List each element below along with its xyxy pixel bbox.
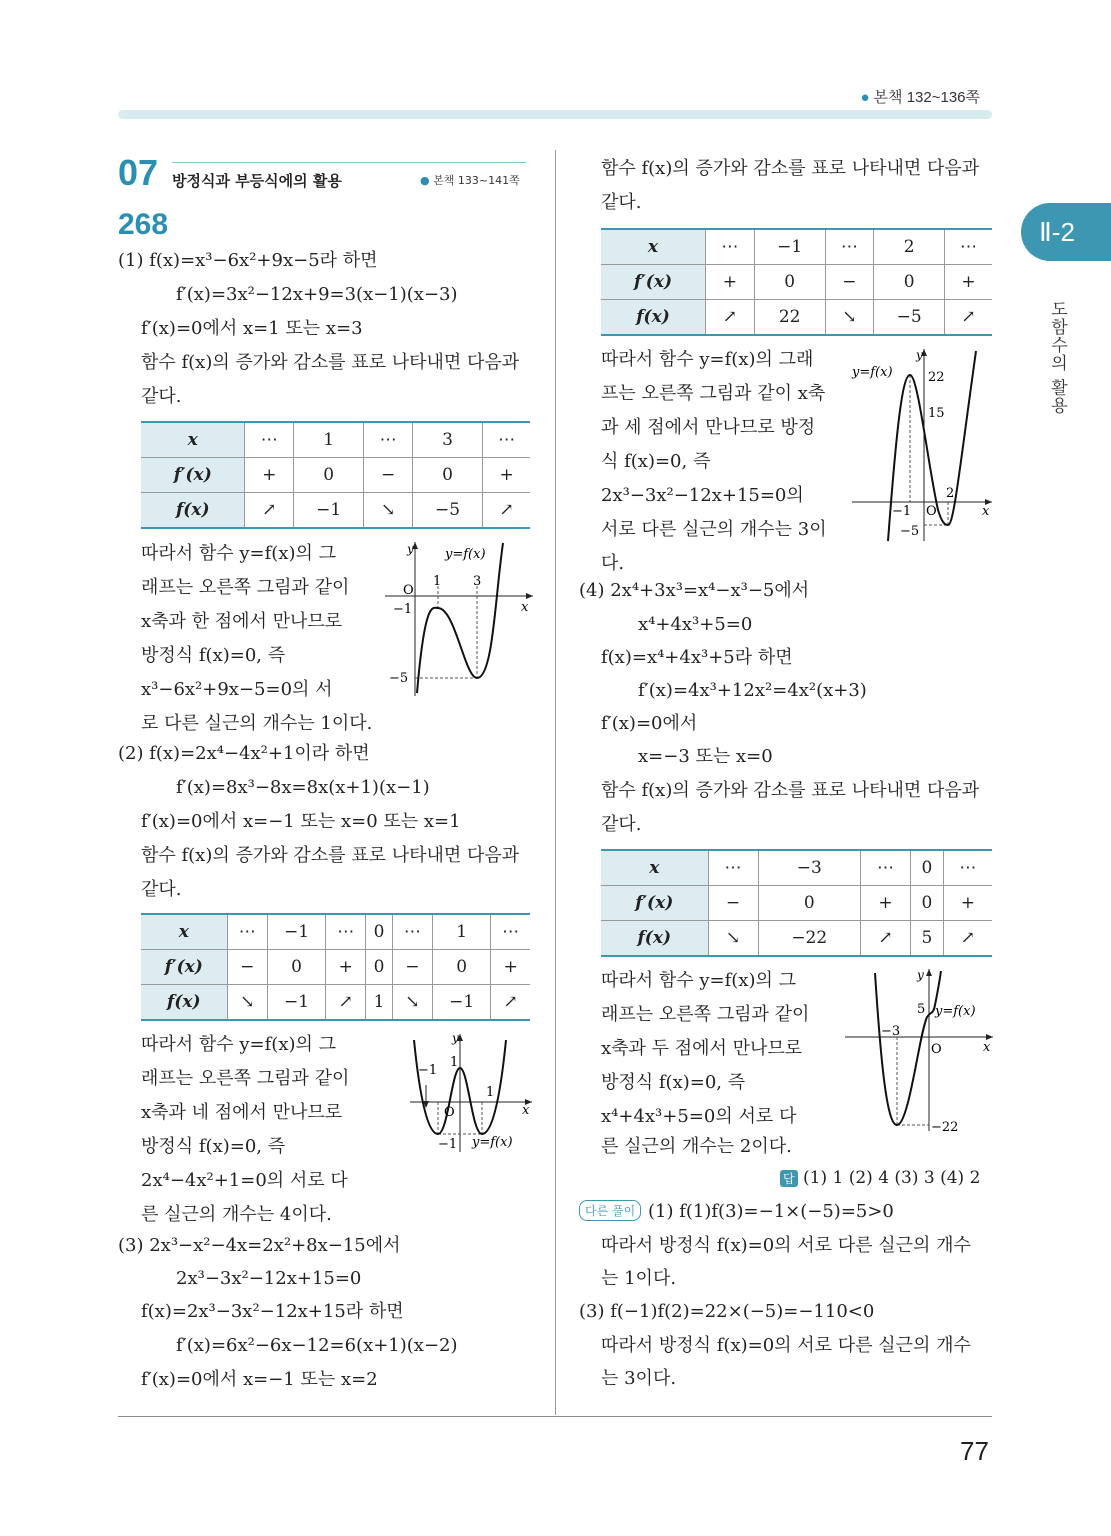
table-cell: 0: [874, 265, 945, 300]
text-line: 방정식 f(x)=0, 즉: [141, 1136, 286, 1157]
table-cell: f(x): [601, 921, 708, 957]
table-cell: ⋯: [491, 914, 530, 950]
table-cell: 0: [911, 850, 944, 886]
page-number: 77: [960, 1436, 989, 1466]
table-cell: 5: [911, 921, 944, 957]
tick-label: −3: [881, 1024, 901, 1039]
text-line: f′(x)=3x²−12x+9=3(x−1)(x−3): [176, 284, 458, 305]
table-cell: ⋯: [326, 914, 366, 950]
chapter-tab-title: 도함수의 활용: [1047, 300, 1067, 415]
text-line: 같다.: [141, 386, 182, 407]
table-cell: +: [861, 886, 911, 921]
text-line: 따라서 함수 y=f(x)의 그: [601, 970, 796, 991]
text-line: f′(x)=8x³−8x=8x(x+1)(x−1): [176, 777, 430, 798]
table-cell: 0: [366, 914, 392, 950]
tick-label: −22: [931, 1120, 959, 1135]
text-line: x축과 두 점에서 만나므로: [601, 1038, 803, 1059]
text-line: (3) f(−1)f(2)=22×(−5)=−110<0: [579, 1301, 875, 1322]
origin-label: O: [444, 1105, 455, 1120]
table-cell: x: [141, 422, 245, 458]
origin-label: O: [931, 1042, 942, 1057]
text-line: (3) 2x³−x²−4x=2x²+8x−15에서: [118, 1235, 401, 1256]
table-cell: −: [364, 458, 413, 493]
problem-number: 268: [118, 208, 169, 241]
table-cell: f(x): [141, 985, 227, 1021]
table-cell: −5: [874, 300, 945, 336]
function-label: y=f(x): [935, 1004, 976, 1019]
tick-label: 1: [486, 1085, 495, 1100]
text-line: f′(x)=0에서 x=1 또는 x=3: [141, 318, 363, 339]
x-axis-label: x: [521, 600, 529, 615]
table-cell: 1: [294, 422, 364, 458]
alt-solution-badge: 다른 풀이: [579, 1200, 641, 1221]
bullet-icon: ●: [420, 174, 434, 187]
text-line: (2) f(x)=2x⁴−4x²+1이라 하면: [118, 743, 370, 764]
table-cell: ↗: [326, 985, 366, 1021]
table-cell: ⋯: [825, 229, 874, 265]
text-line: 따라서 함수 y=f(x)의 그: [141, 1034, 336, 1055]
tick-label: 5: [917, 1002, 926, 1017]
function-label: y=f(x): [472, 1135, 513, 1150]
variation-table-2: [141, 913, 530, 1021]
table-cell: x: [601, 850, 708, 886]
graph-2: [408, 1030, 534, 1155]
table-cell: 0: [433, 950, 491, 985]
table-cell: −: [708, 886, 758, 921]
table-cell: −: [227, 950, 267, 985]
table-cell: x: [141, 914, 227, 950]
text-line: 따라서 방정식 f(x)=0의 서로 다른 실근의 개수: [601, 1235, 971, 1256]
table-cell: −22: [758, 921, 860, 957]
table-cell: −1: [294, 493, 364, 529]
table-cell: ⋯: [861, 850, 911, 886]
x-axis-label: x: [983, 1040, 991, 1055]
answer-badge: 답: [780, 1170, 798, 1187]
table-cell: ↗: [706, 300, 755, 336]
text-line: 따라서 함수 y=f(x)의 그: [141, 543, 336, 564]
text-line: 따라서 방정식 f(x)=0의 서로 다른 실근의 개수: [601, 1335, 971, 1356]
table-cell: x: [601, 229, 706, 265]
table-cell: ↗: [245, 493, 294, 529]
variation-table-1: [141, 421, 530, 529]
table-cell: ⋯: [364, 422, 413, 458]
text-line: x축과 네 점에서 만나므로: [141, 1102, 343, 1123]
origin-label: O: [403, 583, 414, 598]
y-axis-label: y: [916, 348, 923, 362]
y-axis-label: y: [917, 968, 924, 982]
table-cell: ⋯: [945, 229, 993, 265]
tick-label: −1: [418, 1063, 438, 1078]
table-cell: +: [943, 886, 992, 921]
text-line: 2x⁴−4x²+1=0의 서로 다: [141, 1170, 348, 1191]
table-cell: 0: [754, 265, 825, 300]
table-cell: +: [945, 265, 993, 300]
table-cell: 3: [412, 422, 482, 458]
table-cell: −: [825, 265, 874, 300]
text-line: f′(x)=0에서 x=−1 또는 x=0 또는 x=1: [141, 811, 461, 832]
answer-line: [780, 1168, 980, 1188]
text-line: 2x³−3x²−12x+15=0의: [601, 485, 804, 506]
text-line: 2x³−3x²−12x+15=0: [176, 1268, 362, 1289]
text-line: 다.: [601, 553, 625, 574]
function-label: y=f(x): [852, 365, 893, 380]
text-line: 따라서 함수 y=f(x)의 그래: [601, 349, 814, 370]
tick-label: −5: [900, 524, 920, 539]
text-line: x⁴+4x³+5=0: [638, 614, 753, 635]
text-line: 방정식 f(x)=0, 즉: [141, 645, 286, 666]
text-line: 른 실근의 개수는 2이다.: [601, 1136, 792, 1157]
text-line: 는 3이다.: [601, 1368, 677, 1389]
table-cell: f′(x): [141, 950, 227, 985]
section-title: 방정식과 부등식에의 활용: [172, 172, 342, 190]
x-axis-label: x: [982, 504, 990, 519]
table-cell: +: [483, 458, 530, 493]
table-cell: ⋯: [245, 422, 294, 458]
text-line: x축과 한 점에서 만나므로: [141, 611, 343, 632]
table-cell: f(x): [601, 300, 706, 336]
table-cell: ↗: [943, 921, 992, 957]
text-line: (1) f(x)=x³−6x²+9x−5라 하면: [118, 250, 378, 271]
tick-label: 22: [928, 370, 945, 385]
tick-label: −1: [892, 504, 912, 519]
section-reference: ● 본책 133~141쪽: [420, 174, 520, 187]
header-bar: [118, 110, 992, 119]
table-cell: 0: [412, 458, 482, 493]
table-cell: ↗: [483, 493, 530, 529]
bullet-icon: ●: [860, 89, 870, 106]
section-number: 07: [118, 152, 159, 193]
table-cell: 1: [433, 914, 491, 950]
table-cell: 0: [911, 886, 944, 921]
table-cell: −: [392, 950, 432, 985]
x-axis-label: x: [522, 1103, 530, 1118]
column-divider: [555, 150, 556, 1415]
tick-label: 1: [450, 1055, 459, 1070]
text-line: f′(x)=4x³+12x²=4x²(x+3): [638, 680, 867, 701]
text-line: f′(x)=6x²−6x−12=6(x+1)(x−2): [176, 1335, 458, 1356]
table-cell: ⋯: [706, 229, 755, 265]
table-cell: ↘: [227, 985, 267, 1021]
table-cell: f′(x): [601, 265, 706, 300]
text-line: 함수 f(x)의 증가와 감소를 표로 나타내면 다음과: [141, 845, 520, 866]
variation-table-3: [601, 228, 992, 336]
text-line: f(x)=2x³−3x²−12x+15라 하면: [141, 1301, 404, 1322]
text-line: 함수 f(x)의 증가와 감소를 표로 나타내면 다음과: [141, 352, 520, 373]
text-line: f′(x)=0에서: [601, 713, 698, 734]
graph-1: [385, 538, 535, 698]
y-axis-label: y: [452, 1031, 459, 1045]
table-cell: ↘: [364, 493, 413, 529]
table-cell: −1: [267, 985, 325, 1021]
function-label: y=f(x): [445, 547, 486, 562]
text-line: 서로 다른 실근의 개수는 3이: [601, 519, 827, 540]
text-line: 른 실근의 개수는 4이다.: [141, 1204, 332, 1225]
text-line: x=−3 또는 x=0: [638, 746, 773, 767]
table-cell: 0: [758, 886, 860, 921]
text-line: 는 1이다.: [601, 1268, 677, 1289]
table-cell: −5: [412, 493, 482, 529]
text-line: 같다.: [141, 879, 182, 900]
chapter-tab: Ⅱ-2: [1021, 203, 1111, 261]
table-cell: ↘: [392, 985, 432, 1021]
text-line: 같다.: [601, 814, 642, 835]
text-line: 방정식 f(x)=0, 즉: [601, 1072, 746, 1093]
tick-label: 1: [433, 574, 442, 589]
table-cell: −1: [267, 914, 325, 950]
table-cell: +: [491, 950, 530, 985]
table-cell: 0: [267, 950, 325, 985]
text-line: 프는 오른쪽 그림과 같이 x축: [601, 383, 826, 404]
table-cell: ⋯: [392, 914, 432, 950]
graph-3: [848, 345, 994, 545]
tick-label: −5: [389, 671, 409, 686]
text-line: 래프는 오른쪽 그림과 같이: [141, 577, 350, 598]
text-line: x³−6x²+9x−5=0의 서: [141, 679, 333, 700]
text-line: (4) 2x⁴+3x³=x⁴−x³−5에서: [579, 580, 810, 601]
table-cell: f(x): [141, 493, 245, 529]
table-cell: 2: [874, 229, 945, 265]
table-cell: ↗: [945, 300, 993, 336]
tick-label: −1: [438, 1137, 458, 1152]
text-line: 래프는 오른쪽 그림과 같이: [141, 1068, 350, 1089]
footer-rule: [118, 1416, 992, 1417]
text-line: f(x)=x⁴+4x³+5라 하면: [601, 647, 793, 668]
table-cell: 0: [294, 458, 364, 493]
table-cell: −1: [754, 229, 825, 265]
table-cell: +: [326, 950, 366, 985]
table-cell: ⋯: [227, 914, 267, 950]
text-line: 같다.: [601, 192, 642, 213]
answer-text: (1) 1 (2) 4 (3) 3 (4) 2: [803, 1168, 981, 1188]
section-rule: [172, 162, 526, 163]
text-line: f′(x)=0에서 x=−1 또는 x=2: [141, 1369, 378, 1390]
table-cell: ⋯: [708, 850, 758, 886]
tick-label: 2: [946, 486, 955, 501]
table-cell: −1: [433, 985, 491, 1021]
table-cell: ↘: [708, 921, 758, 957]
table-cell: +: [706, 265, 755, 300]
text-line: 함수 f(x)의 증가와 감소를 표로 나타내면 다음과: [601, 780, 980, 801]
text-line: 식 f(x)=0, 즉: [601, 451, 711, 472]
table-cell: ↗: [491, 985, 530, 1021]
table-cell: 0: [366, 950, 392, 985]
table-cell: ↗: [861, 921, 911, 957]
table-cell: f′(x): [141, 458, 245, 493]
table-cell: 1: [366, 985, 392, 1021]
table-cell: ⋯: [483, 422, 530, 458]
book-reference: ● 본책 132~136쪽: [860, 89, 980, 106]
table-cell: ↘: [825, 300, 874, 336]
text-line: x⁴+4x³+5=0의 서로 다: [601, 1106, 797, 1127]
origin-label: O: [926, 504, 937, 519]
text-line: 래프는 오른쪽 그림과 같이: [601, 1004, 810, 1025]
tick-label: 15: [928, 406, 945, 421]
y-axis-label: y: [407, 542, 414, 556]
table-cell: −3: [758, 850, 860, 886]
tick-label: −1: [393, 602, 413, 617]
table-cell: f′(x): [601, 886, 708, 921]
graph-4: [845, 965, 995, 1135]
text-line: 로 다른 실근의 개수는 1이다.: [141, 713, 373, 734]
table-cell: 22: [754, 300, 825, 336]
variation-table-4: [601, 849, 992, 957]
text-line: 함수 f(x)의 증가와 감소를 표로 나타내면 다음과: [601, 158, 980, 179]
table-cell: ⋯: [943, 850, 992, 886]
text-line: (1) f(1)f(3)=−1×(−5)=5>0: [648, 1201, 894, 1222]
table-cell: +: [245, 458, 294, 493]
text-line: 과 세 점에서 만나므로 방정: [601, 417, 816, 438]
tick-label: 3: [473, 574, 482, 589]
